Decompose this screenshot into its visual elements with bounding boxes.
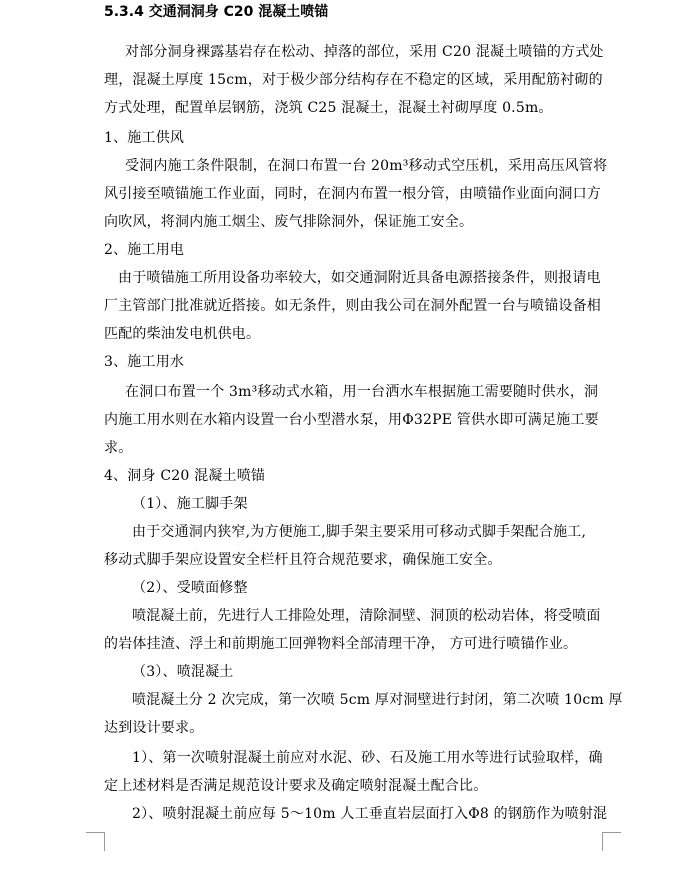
paragraph-line: 喷混凝土前，先进行人工排险处理，清除洞壁、洞顶的松动岩体，将受喷面	[132, 608, 601, 624]
paragraph-line: 风引接至喷锚施工作业面，同时，在洞内布置一根分管，由喷锚作业面向洞口方	[104, 186, 601, 202]
paragraph-line: 求。	[104, 440, 133, 456]
paragraph-line: 2）、喷射混凝土前应每 5～10m 人工垂直岩层面打入Φ8 的钢筋作为喷射混	[132, 806, 608, 822]
subheading-scaffold: （1）、施工脚手架	[132, 496, 248, 512]
subheading-water: 3、施工用水	[104, 354, 185, 370]
paragraph-line: 方式处理，配置单层钢筋，浇筑 C25 混凝土，混凝土衬砌厚度 0.5m。	[104, 100, 553, 116]
paragraph-line: 在洞口布置一个 3m³移动式水箱，用一台洒水车根据施工需要随时供水，洞	[125, 384, 599, 400]
subheading-supply-air: 1、施工供风	[104, 130, 185, 146]
paragraph-line: 内施工用水则在水箱内设置一台小型潜水泵，用Φ32PE 管供水即可满足施工要	[104, 412, 599, 428]
page-corner-mark-left	[86, 832, 105, 851]
paragraph-line: 厂主管部门批准就近搭接。如无条件，则由我公司在洞外配置一台与喷锚设备相	[104, 298, 601, 314]
paragraph-line: 理，混凝土厚度 15cm，对于极少部分结构存在不稳定的区域，采用配筋衬砌的	[104, 72, 603, 88]
subheading-power: 2、施工用电	[104, 242, 185, 258]
paragraph-line: 向吹风，将洞内施工烟尘、废气排除洞外，保证施工安全。	[104, 214, 474, 230]
paragraph-line: 由于交通洞内狭窄,为方便施工,脚手架主要采用可移动式脚手架配合施工,	[132, 524, 587, 540]
subheading-shotcrete: 4、洞身 C20 混凝土喷锚	[104, 468, 266, 484]
paragraph-line: 的岩体挂渣、浮土和前期施工回弹物料全部清理干净， 方可进行喷锚作业。	[104, 636, 578, 652]
subheading-surface-trim: （2）、受喷面修整	[132, 580, 248, 596]
page-corner-mark-right	[602, 832, 621, 851]
paragraph-line: 对部分洞身裸露基岩存在松动、掉落的部位，采用 C20 混凝土喷锚的方式处	[125, 44, 604, 60]
paragraph-line: 定上述材料是否满足规范设计要求及确定喷射混凝土配合比。	[104, 778, 488, 794]
paragraph-line: 移动式脚手架应设置安全栏杆且符合规范要求，确保施工安全。	[104, 552, 502, 568]
paragraph-line: 受洞内施工条件限制，在洞口布置一台 20m³移动式空压机，采用高压风管将	[125, 158, 608, 174]
paragraph-line: 匹配的柴油发电机供电。	[104, 326, 261, 342]
paragraph-line: 由于喷锚施工所用设备功率较大，如交通洞附近具备电源搭接条件，则报请电	[118, 270, 601, 286]
section-heading: 5.3.4 交通洞洞身 C20 混凝土喷锚	[104, 4, 329, 20]
subheading-spray-concrete: （3）、喷混凝土	[132, 664, 234, 680]
paragraph-line: 1）、第一次喷射混凝土前应对水泥、砂、石及施工用水等进行试验取样，确	[132, 750, 603, 766]
paragraph-line: 达到设计要求。	[104, 720, 204, 736]
paragraph-line: 喷混凝土分 2 次完成，第一次喷 5cm 厚对洞壁进行封闭，第二次喷 10cm 厚	[132, 692, 623, 708]
